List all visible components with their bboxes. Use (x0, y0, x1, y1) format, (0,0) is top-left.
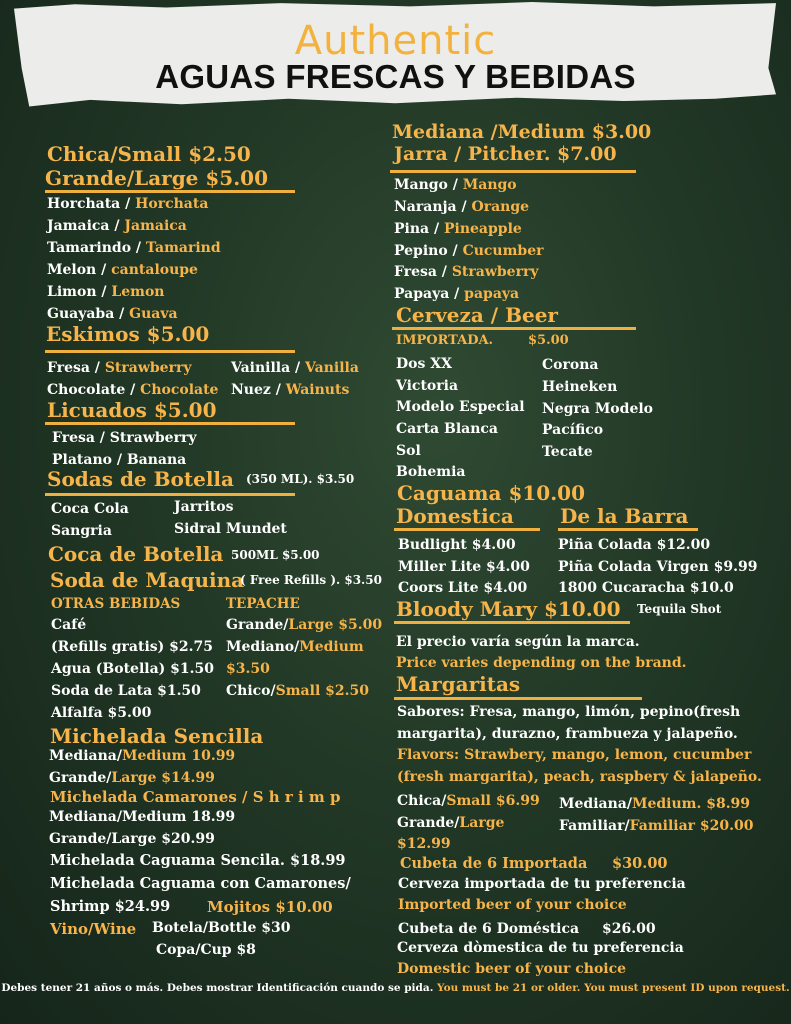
list-item: Tecate (542, 444, 593, 460)
flavors-line: (fresh margarita), peach, raspbery & jalapeño. (397, 769, 762, 785)
list-item: Miller Lite $4.00 (398, 559, 530, 575)
cubeta-domestica-en: Domestic beer of your choice (397, 961, 627, 977)
list-item: Carta Blanca (396, 421, 498, 437)
list-item: Nuez / Wainuts (231, 382, 350, 398)
list-item: Corona (542, 357, 599, 373)
cubeta-importada-title: Cubeta de 6 Importada (400, 855, 588, 872)
list-item: Fresa / Strawberry (47, 360, 192, 376)
aguas-size-large: Grande/Large $5.00 (45, 166, 268, 190)
cubeta-importada-price: $30.00 (612, 855, 668, 872)
cerveza-title: Cerveza / Beer (396, 303, 558, 327)
sodas-note: (350 ML). $3.50 (246, 472, 355, 486)
list-item: Dos XX (396, 356, 452, 372)
list-item: Fresa / Strawberry (394, 264, 539, 280)
cubeta-importada-en: Imported beer of your choice (398, 897, 627, 913)
list-item: Limon / Lemon (47, 284, 165, 300)
list-item: $12.99 (397, 836, 451, 852)
list-item: 1800 Cucaracha $10.0 (558, 580, 734, 596)
list-item: Guayaba / Guava (47, 306, 178, 322)
divider (394, 528, 540, 531)
list-item: Alfalfa $5.00 (51, 705, 152, 721)
sodas-title: Sodas de Botella (47, 467, 234, 491)
importada-label: IMPORTADA. (396, 333, 494, 348)
list-item: Shrimp $24.99 (50, 898, 171, 915)
list-item: Mediana/Medium. $8.99 (559, 796, 751, 812)
list-item: Grande/Large $14.99 (49, 770, 215, 786)
list-item: Copa/Cup $8 (156, 942, 256, 958)
list-item: Victoria (396, 378, 459, 394)
precio-es: El precio varía según la marca. (396, 634, 640, 650)
list-item: Chocolate / Chocolate (47, 382, 219, 398)
list-item: Papaya / papaya (394, 286, 520, 302)
list-item: Sangria (51, 523, 112, 539)
list-item: Chico/Small $2.50 (226, 683, 369, 699)
list-item: Negra Modelo (542, 401, 654, 417)
tepache-title: TEPACHE (226, 596, 300, 612)
aguas-size-medium: Mediana /Medium $3.00 (392, 121, 652, 143)
tequila-shot: Tequila Shot (637, 602, 722, 616)
precio-en: Price varies depending on the brand. (396, 655, 687, 671)
divider (45, 350, 295, 353)
flavors-line: Flavors: Strawbery, mango, lemon, cucumber (397, 747, 752, 763)
list-item: Jamaica / Jamaica (47, 218, 187, 234)
importada-price: $5.00 (528, 333, 569, 348)
list-item: Soda de Lata $1.50 (51, 683, 201, 699)
maquina-title: Soda de Maquina (50, 568, 245, 592)
barra-title: De la Barra (560, 504, 689, 528)
list-item: Pepino / Cucumber (394, 243, 544, 259)
divider (392, 327, 636, 330)
cubeta-domestica-price: $26.00 (602, 921, 656, 937)
list-item: Piña Colada $12.00 (558, 537, 711, 553)
licuados-title: Licuados $5.00 (47, 398, 217, 422)
list-item: Melon / cantaloupe (47, 262, 198, 278)
list-item: Sol (396, 443, 421, 459)
list-item: Mango / Mango (394, 177, 517, 193)
list-item: Piña Colada Virgen $9.99 (558, 559, 758, 575)
age-disclaimer: Debes tener 21 años o más. Debes mostrar Identificación cuando se pida. You must be 21 or older. You must present ID upon request. (1, 982, 790, 994)
list-item: Sidral Mundet (174, 521, 287, 537)
bloody-title: Bloody Mary $10.00 (396, 597, 621, 621)
list-item: Michelada Caguama Sencila. $18.99 (50, 852, 346, 869)
coca-title: Coca de Botella (48, 542, 224, 566)
list-item: Grande/Large $20.99 (49, 831, 215, 847)
list-item: Naranja / Orange (394, 199, 530, 215)
divider (394, 621, 630, 624)
cubeta-domestica-es: Cerveza dòmestica de tu preferencia (397, 940, 684, 956)
margaritas-title: Margaritas (396, 672, 521, 696)
sabores-line: Sabores: Fresa, mango, limón, pepino(fresh (397, 704, 741, 720)
list-item: Café (51, 617, 87, 633)
aguas-size-pitcher: Jarra / Pitcher. $7.00 (394, 143, 617, 165)
divider (45, 493, 295, 496)
script-title: Authentic (294, 18, 497, 64)
list-item: Coca Cola (51, 501, 129, 517)
coca-note: 500ML $5.00 (231, 548, 320, 562)
cubeta-importada-es: Cerveza importada de tu preferencia (398, 876, 686, 892)
maquina-note: ( Free Refills ). $3.50 (240, 573, 382, 587)
list-item: Familiar/Familiar $20.00 (559, 818, 754, 834)
list-item: Michelada Caguama con Camarones/ (50, 875, 351, 892)
list-item: Agua (Botella) $1.50 (51, 661, 214, 677)
list-item: Tamarindo / Tamarind (47, 240, 221, 256)
list-item: Pacífico (542, 422, 604, 438)
list-item: Heineken (542, 379, 618, 395)
list-item: Pina / Pineapple (394, 221, 522, 237)
cubeta-domestica-title: Cubeta de 6 Doméstica (398, 921, 580, 937)
list-item: Modelo Especial (396, 399, 525, 415)
mojitos: Mojitos $10.00 (207, 898, 333, 916)
page-title: AGUAS FRESCAS Y BEBIDAS (155, 58, 636, 95)
vino-title: Vino/Wine (50, 920, 137, 938)
list-item: $3.50 (226, 661, 270, 677)
list-item: Fresa / Strawberry (52, 430, 197, 446)
eskimos-title: Eskimos $5.00 (46, 322, 210, 346)
list-item: Bohemia (396, 464, 466, 480)
camarones-title: Michelada Camarones / S h r i m p (50, 788, 341, 806)
sabores-line: margarita), durazno, frambueza y jalapeño. (397, 726, 738, 742)
list-item: Mediano/Medium (226, 639, 364, 655)
divider (45, 422, 295, 425)
list-item: Platano / Banana (52, 452, 187, 468)
list-item: Jarritos (174, 499, 234, 515)
list-item: Chica/Small $6.99 (397, 793, 540, 809)
list-item: Coors Lite $4.00 (398, 580, 528, 596)
list-item: Mediana/Medium 10.99 (49, 748, 236, 764)
divider (394, 697, 642, 700)
michelada-title: Michelada Sencilla (50, 724, 264, 748)
caguama: Caguama $10.00 (397, 481, 585, 505)
divider (390, 170, 636, 173)
list-item: Horchata / Horchata (47, 196, 209, 212)
divider (45, 190, 295, 193)
aguas-size-small: Chica/Small $2.50 (47, 142, 251, 166)
list-item: Grande/Large (397, 815, 505, 831)
list-item: (Refills gratis) $2.75 (51, 639, 213, 655)
list-item: Botela/Bottle $30 (152, 920, 291, 936)
otras-title: OTRAS BEBIDAS (51, 596, 181, 612)
list-item: Mediana/Medium 18.99 (49, 809, 236, 825)
domestica-title: Domestica (396, 504, 514, 528)
list-item: Grande/Large $5.00 (226, 617, 383, 633)
divider (558, 528, 698, 531)
list-item: Vainilla / Vanilla (231, 360, 359, 376)
list-item: Budlight $4.00 (398, 537, 516, 553)
